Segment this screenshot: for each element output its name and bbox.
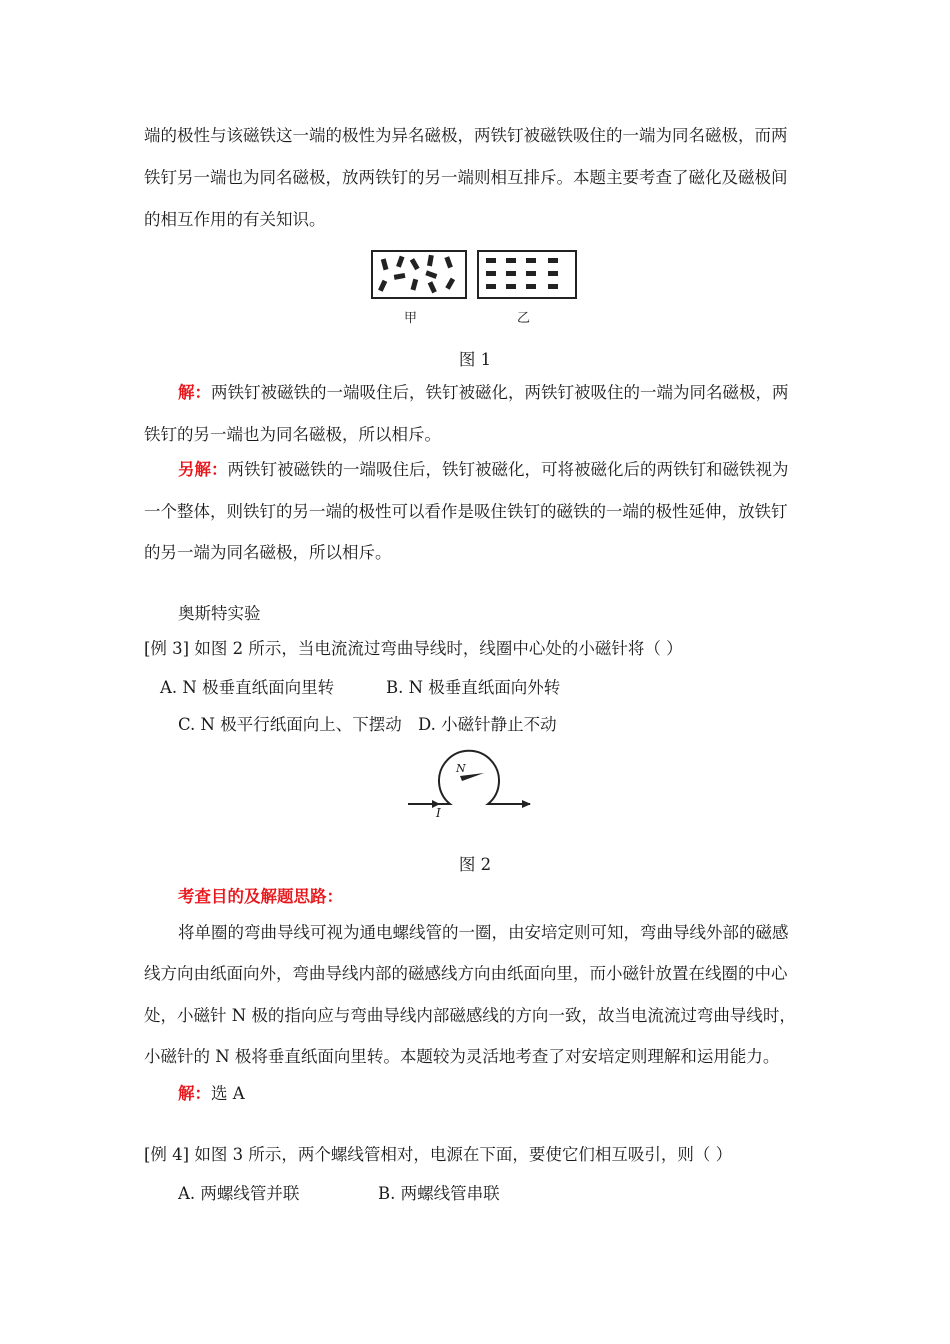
ex3-option-a: A. N 极垂直纸面向里转 [160,678,335,697]
sol1-line2: 铁钉的另一端也为同名磁极，所以相斥。 [144,425,441,444]
fig1-caption: 图 1 [458,350,492,369]
fig1-label-yi: 乙 [517,311,531,326]
ex3-analysis-line1: 将单圈的弯曲导线可视为通电螺线管的一圈，由安培定则可知，弯曲导线外部的磁感 [178,923,789,942]
ex3-analysis-line2: 线方向由纸面向外，弯曲导线内部的磁感线方向由纸面向里，而小磁针放置在线圈的中心 [144,964,788,983]
ex3-answer-label: 解： [178,1084,211,1103]
alt1-line2: 一个整体，则铁钉的另一端的极性可以看作是吸住铁钉的磁铁的一端的极性延伸，放铁钉 [144,502,788,521]
ex3-answer [178,1082,245,1106]
ex3-option-c: C. N 极平行纸面向上、下摆动 [178,715,402,734]
sol1-text1: 两铁钉被磁铁的一端吸住后，铁钉被磁化，两铁钉被吸住的一端为同名磁极，两 [211,383,789,402]
ex4-question: [例 4] 如图 3 所示，两个螺线管相对，电源在下面，要使它们相互吸引，则（ ） [144,1145,733,1164]
alt1-text1: 两铁钉被磁铁的一端吸住后，铁钉被磁化，可将被磁化后的两铁钉和磁铁视为 [227,460,789,479]
ex4-option-a: A. 两螺线管并联 [178,1184,300,1203]
alt1-line1 [178,458,789,482]
alt1-line3: 的另一端为同名磁极，所以相斥。 [144,543,392,562]
fig2-i-label: I [436,806,441,820]
alt1-label: 另解： [178,460,228,479]
figure-2-wire-loop [404,748,536,824]
sol1-line1 [178,381,789,405]
para1-line2: 铁钉另一端也为同名磁极，放两铁钉的另一端则相互排斥。本题主要考查了磁化及磁极间 [144,168,788,187]
fig1-label-jia: 甲 [404,311,418,326]
fig2-caption: 图 2 [458,855,492,874]
section-title: 奥斯特实验 [178,604,261,623]
ex3-question: [例 3] 如图 2 所示，当电流流过弯曲导线时，线圈中心处的小磁针将（ ） [144,639,683,658]
ex3-analysis-line3: 处，小磁针 N 极的指向应与弯曲导线内部磁感线的方向一致，故当电流流过弯曲导线时， [144,1006,796,1025]
para1-line1: 端的极性与该磁铁这一端的极性为异名磁极，两铁钉被磁铁吸住的一端为同名磁极，而两 [144,126,788,145]
ex3-analysis-line4: 小磁针的 N 极将垂直纸面向里转。本题较为灵活地考查了对安培定则理解和运用能力。 [144,1047,780,1066]
ex3-analysis-title [178,885,343,909]
fig2-n-label: N [456,762,466,775]
ex3-option-b: B. N 极垂直纸面向外转 [386,678,561,697]
sol1-label: 解： [178,383,211,402]
box-jia [372,251,466,298]
ex4-option-b: B. 两螺线管串联 [378,1184,500,1203]
figure-1-iron-filings [368,246,582,326]
ex3-answer-text: 选 A [211,1084,245,1103]
para1-line3: 的相互作用的有关知识。 [144,210,326,229]
analysis-title-text: 考查目的及解题思路： [178,887,343,906]
ex3-option-d: D. 小磁针静止不动 [418,715,557,734]
